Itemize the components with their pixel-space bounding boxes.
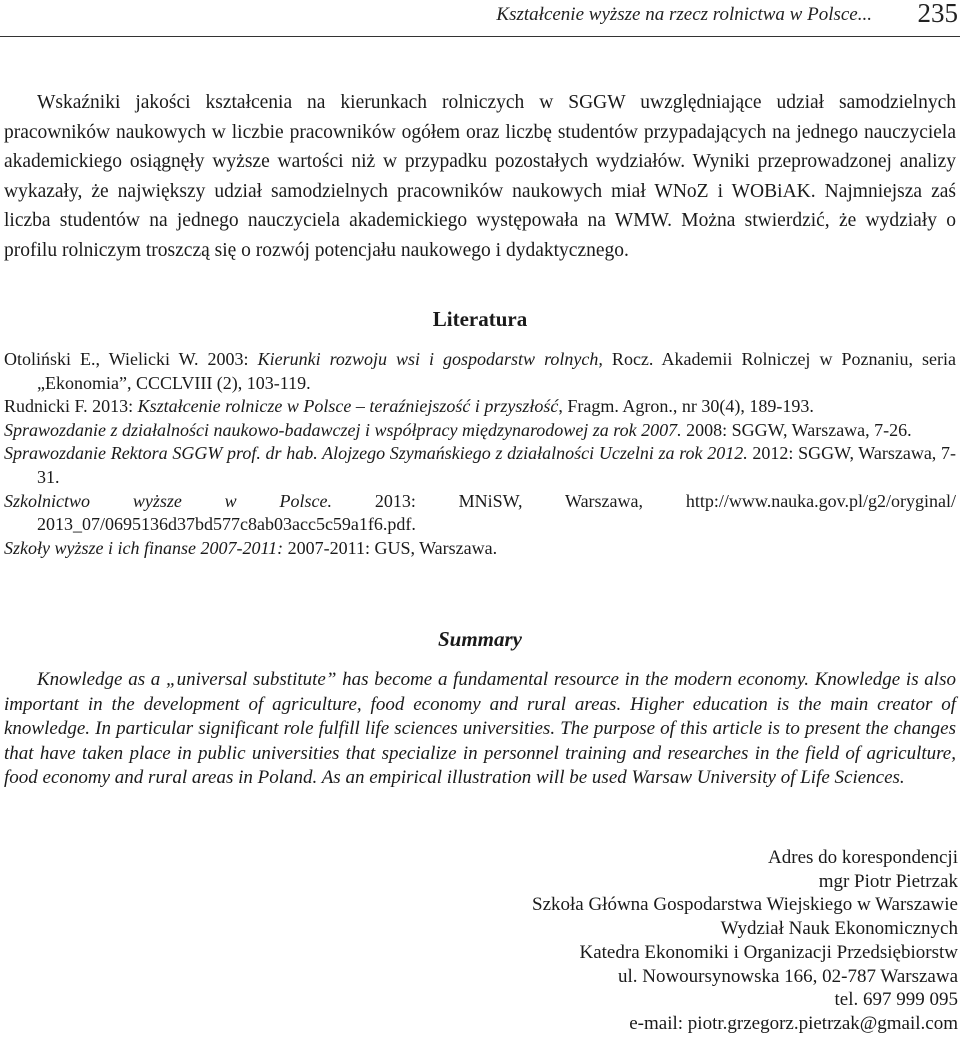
address-label: Adres do korespondencji: [768, 847, 958, 868]
reference-source: 2007-2011: GUS, Warszawa.: [283, 537, 498, 558]
reference-list: [4, 348, 956, 560]
running-title: Kształcenie wyższe na rzecz rolnictwa w Polsce...: [496, 4, 872, 25]
phone-number: tel. 697 999 095: [834, 989, 958, 1011]
reference-item: [4, 348, 956, 395]
author-name: mgr Piotr Pietrzak: [818, 870, 958, 892]
reference-source: Rocz. Akademii Rolniczej w Poznaniu, seria „Ekonomia”, CCCLVIII (2), 103-119.: [37, 349, 956, 393]
university-name: Szkoła Główna Gospodarstwa Wiejskiego w Warszawie: [532, 894, 958, 916]
reference-source: 2012: SGGW, Warszawa, 7-31.: [37, 443, 956, 487]
email-address: e-mail: piotr.grzegorz.pietrzak@gmail.com: [629, 1012, 958, 1034]
summary-heading: Summary: [437, 627, 523, 651]
reference-source: 2008: SGGW, Warszawa, 7-26.: [681, 419, 912, 440]
reference-title: Kierunki rozwoju wsi i gospodarstw rolnych,: [257, 349, 603, 369]
reference-authors: Rudnicki F. 2013:: [4, 396, 138, 417]
reference-title: Szkoły wyższe i ich finanse 2007-2011:: [4, 537, 284, 558]
reference-title: Kształcenie rolnicze w Polsce – teraźniejszość i przyszłość: [137, 396, 559, 417]
correspondence-address: [398, 846, 958, 1036]
page-header: [0, 0, 960, 37]
reference-item: [4, 490, 956, 537]
reference-item: [4, 419, 956, 443]
reference-item: [4, 537, 956, 561]
street-address: ul. Nowoursynowska 166, 02-787 Warszawa: [617, 965, 958, 987]
summary-text: Knowledge as a „universal substitute” has become a fundamental resource in the modern economy. Knowledge is also important in the development of agriculture, food economy and rural areas. Higher education is the main creator of knowledge. In particular significant role fulfill life sciences universities. The purpose of this article is to present the changes that have taken place in public universities that specialize in personnel training and researches in the field of agriculture, food economy and rural areas in Poland. As an empirical illustration will be used Warsaw University of Life Sciences.: [4, 669, 956, 788]
reference-title: Sprawozdanie Rektora SGGW prof. dr hab. Alojzego Szymańskiego z działalności Uczelni za rok 2012.: [4, 443, 748, 464]
reference-item: [4, 395, 956, 419]
reference-source: , Fragm. Agron., nr 30(4), 189-193.: [558, 396, 814, 417]
literature-heading: Literatura: [432, 307, 528, 331]
reference-title: Sprawozdanie z działalności naukowo-badawczej i współpracy międzynarodowej za rok 2007.: [4, 419, 682, 440]
department-name: Katedra Ekonomiki i Organizacji Przedsiębiorstw: [579, 941, 958, 963]
reference-source: 2013: MNiSW, Warszawa, http://www.nauka.gov.pl/g2/oryginal/ 2013_07/0695136d37bd577c8ab03acc5c59a1f6.pdf.: [37, 490, 956, 535]
reference-title: Szkolnictwo wyższe w Polsce.: [4, 490, 332, 511]
page-number: 235: [917, 0, 958, 28]
reference-authors: Otoliński E., Wielicki W. 2003:: [4, 349, 258, 369]
body-paragraph: Wskaźniki jakości kształcenia na kierunkach rolniczych w SGGW uwzględniające udział samodzielnych pracowników naukowych w liczbie pracowników ogółem oraz liczbę studentów przypadających na jednego nauczyciela akademickiego osiągnęły wyższe wartości niż w przypadku pozostałych wydziałów. Wyniki przeprowadzonej analizy wykazały, że największy udział samodzielnych pracowników naukowych miał WNoZ i WOBiAK. Najmniejsza zaś liczba studentów na jednego nauczyciela akademickiego występowała na WMW. Można stwierdzić, że wydziały o profilu rolniczym troszczą się o rozwój potencjału naukowego i dydaktycznego.: [4, 92, 956, 261]
reference-item: [4, 442, 956, 489]
faculty-name: Wydział Nauk Ekonomicznych: [720, 918, 958, 940]
